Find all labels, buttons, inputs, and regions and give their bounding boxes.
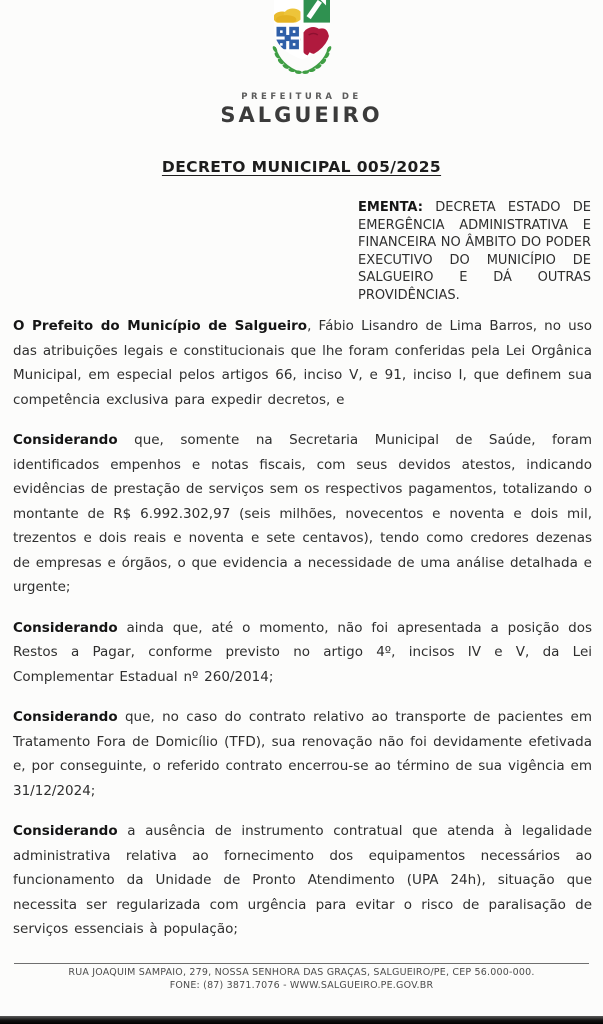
preamble-rest: , Fábio Lisandro de Lima Barros, no uso das atribuições legais e constitucionais que lhe foram conferidas pela Lei Orgânica Municipal, em especial pelos artigos 66, inciso V, e 91, inciso I, que definem sua competência exclusiva para expedir decretos, e — [13, 318, 592, 408]
org-prefeitura-label: PREFEITURA DE — [241, 92, 362, 102]
considerando-lead-2: Considerando — [13, 619, 118, 636]
considerando-lead-1: Considerando — [13, 432, 118, 448]
preamble-paragraph — [13, 314, 592, 412]
document-footer — [14, 963, 589, 992]
considerando-paragraph-4 — [13, 819, 592, 942]
considerando-paragraph-2 — [13, 616, 592, 690]
considerando-rest-1: que, somente na Secretaria Municipal de Saúde, foram identificados empenhos e notas fiscais, com seus devidos atestos, indicando evidências de prestação de serviços sem os respectivos pagamentos, totalizando o montante de R$ 6.992.302,97 (seis milhões, novecentos e noventa e dois mil, trezentos e dois reais e noventa e sete centavos), tendo como credores dezenas de empresas e órgãos, o que evidencia a necessidade de uma análise detalhada e urgente; — [13, 432, 592, 595]
considerando-rest-4: a ausência de instrumento contratual que atenda à legalidade administrativa relativa ao fornecimento dos equipamentos necessários ao funcionamento da Unidade de Pronto Atendimento (UPA 24h), situação que necessita ser regularizada com urgência para evitar o risco de paralisação de serviços essenciais à população; — [13, 823, 592, 937]
footer-address: RUA JOAQUIM SAMPAIO, 279, NOSSA SENHORA DAS GRAÇAS, SALGUEIRO/PE, CEP 56.000-000. — [68, 967, 535, 978]
ementa-label: EMENTA: — [358, 200, 423, 215]
preamble-lead: O Prefeito do Município de Salgueiro — [13, 318, 308, 334]
footer-phone-site: FONE: (87) 3871.7076 - WWW.SALGUEIRO.PE.GOV.BR — [169, 979, 434, 991]
city-seal-header — [0, 0, 603, 127]
considerando-rest-3: que, no caso do contrato relativo ao transporte de pacientes em Tratamento Fora de Domicílio (TFD), sua renovação não foi devidamente efetivada e, por conseguinte, o referido contrato encerrou-se ao término de sua vigência em 31/12/2024; — [13, 709, 592, 799]
considerando-paragraph-1 — [13, 428, 592, 600]
org-salgueiro-label: SALGUEIRO — [220, 103, 383, 127]
ementa-block — [358, 199, 591, 304]
considerando-lead-4: Considerando — [13, 823, 118, 839]
considerando-lead-3: Considerando — [13, 709, 118, 725]
decree-title: DECRETO MUNICIPAL 005/2025 — [161, 158, 442, 176]
considerando-paragraph-3 — [13, 705, 592, 803]
ementa-text: DECRETA ESTADO DE EMERGÊNCIA ADMINISTRATIVA E FINANCEIRA NO ÂMBITO DO PODER EXECUTIVO DO MUNICÍPIO DE SALGUEIRO E DÁ OUTRAS PROVIDÊNCIAS. — [358, 200, 591, 303]
decree-body — [13, 314, 592, 958]
coat-of-arms-icon — [243, 0, 361, 88]
bottom-edge-bar — [0, 1016, 603, 1024]
considerando-rest-2: ainda que, até o momento, não foi apresentada a posição dos Restos a Pagar, conforme previsto no artigo 4º, incisos IV e V, da Lei Complementar Estadual nº 260/2014; — [13, 619, 592, 685]
